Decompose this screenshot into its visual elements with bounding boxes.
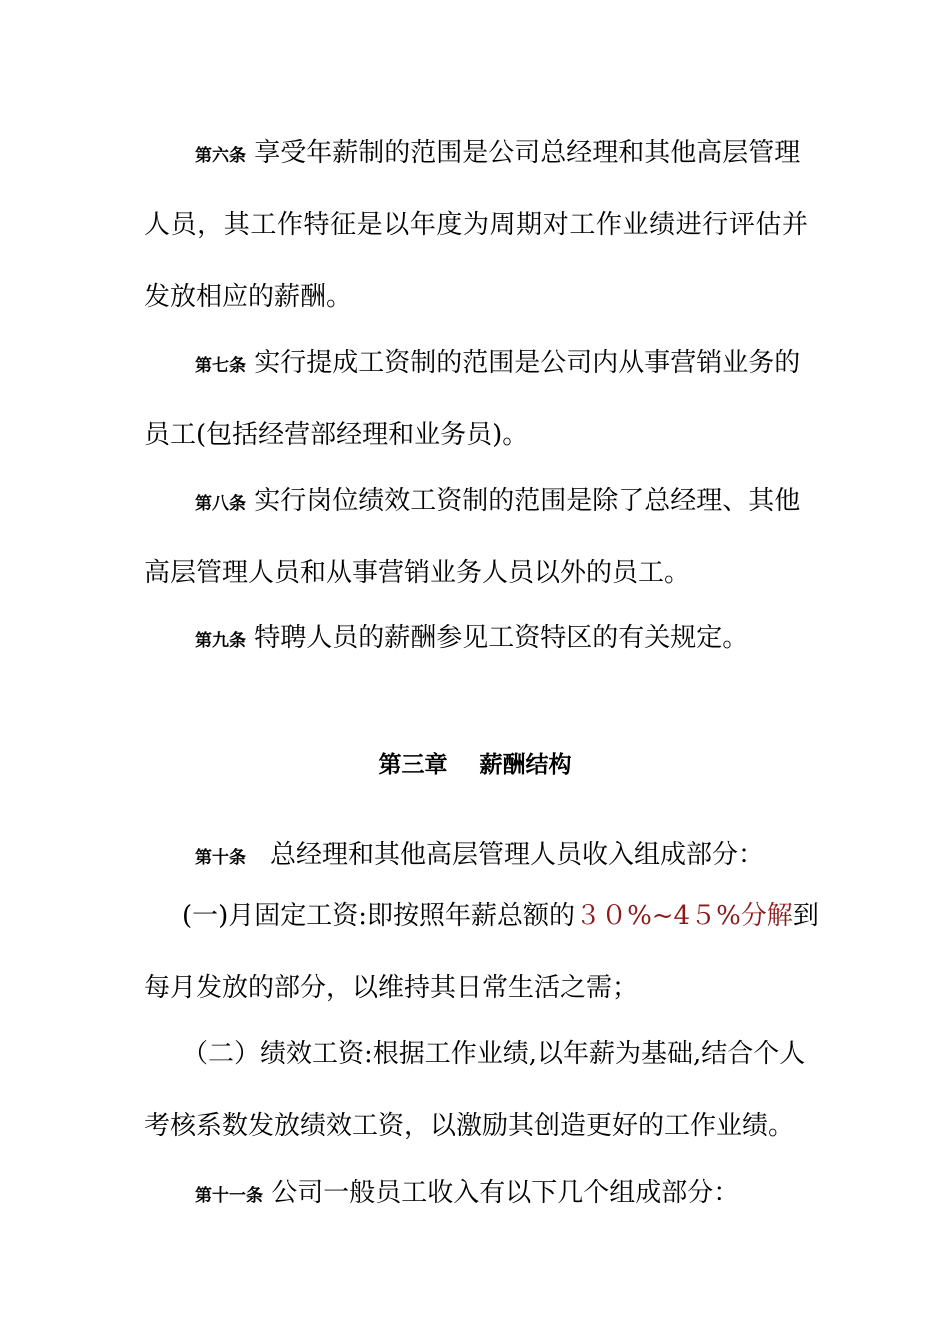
article-7-line-1 [195, 346, 950, 380]
article-6-text: 享受年薪制的范围是公司总经理和其他高层管理 [246, 138, 801, 168]
article-10-item-2-line-1: （二）绩效工资:根据工作业绩,以年薪为基础,结合个人 [182, 1039, 806, 1069]
item-1-highlight: ３０%~4５%分解 [575, 901, 793, 931]
article-10-text: 总经理和其他高层管理人员收入组成部分： [270, 840, 765, 870]
article-7-line-2: 员工(包括经营部经理和业务员)。 [144, 420, 529, 450]
article-8-label: 第八条 [195, 494, 246, 514]
article-9-line-1 [195, 621, 950, 655]
article-10-item-2-line-2: 考核系数发放绩效工资，以激励其创造更好的工作业绩。 [144, 1111, 795, 1141]
article-6-line-3: 发放相应的薪酬。 [144, 282, 353, 312]
item-1-text-end: 到 [792, 901, 819, 931]
article-9-label: 第九条 [195, 631, 246, 651]
article-6-line-2: 人员，其工作特征是以年度为周期对工作业绩进行评估并 [144, 210, 808, 240]
article-10-label: 第十条 [195, 848, 246, 868]
article-6-label: 第六条 [195, 146, 246, 166]
article-7-text: 实行提成工资制的范围是公司内从事营销业务的 [246, 348, 801, 378]
article-8-line-2: 高层管理人员和从事营销业务人员以外的员工。 [144, 558, 691, 588]
article-11-line [195, 1176, 950, 1210]
article-8-text: 实行岗位绩效工资制的范围是除了总经理、其他 [246, 486, 801, 516]
article-11-text: 公司一般员工收入有以下几个组成部分： [263, 1178, 740, 1208]
article-8-line-1 [195, 484, 950, 518]
item-1-text: (一)月固定工资:即按照年薪总额的 [182, 901, 576, 931]
article-6-line-1 [195, 136, 950, 170]
article-7-label: 第七条 [195, 356, 246, 376]
article-11-label: 第十一条 [195, 1186, 263, 1206]
article-10-item-1-line-2: 每月发放的部分，以维持其日常生活之需； [144, 973, 639, 1003]
article-10-item-1-line-1 [182, 899, 950, 933]
article-9-text: 特聘人员的薪酬参见工资特区的有关规定。 [246, 623, 749, 653]
chapter-heading: 第三章 薪酬结构 [378, 752, 572, 778]
article-10-line [195, 838, 950, 872]
